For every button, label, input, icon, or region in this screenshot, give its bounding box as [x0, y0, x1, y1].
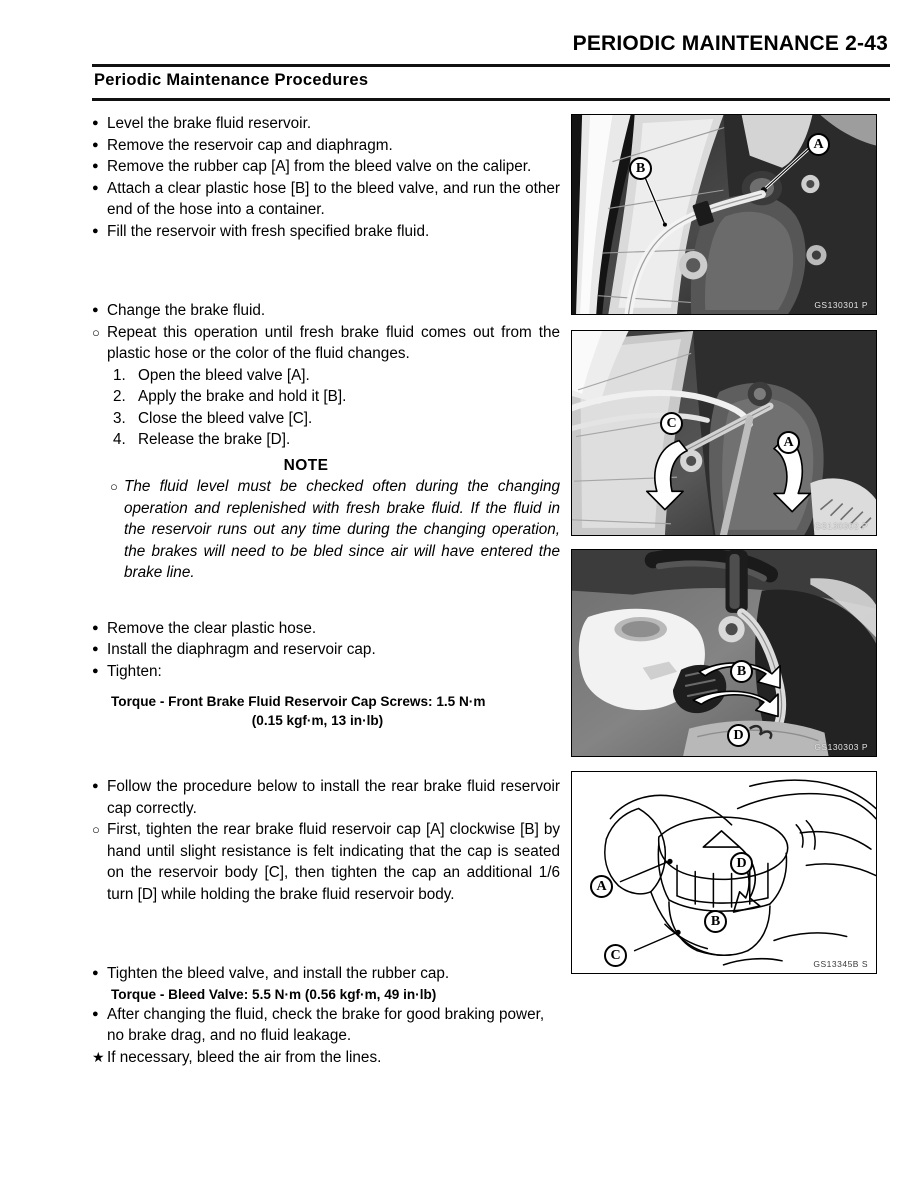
bullet-marker: ○ [110, 479, 118, 494]
section-title: Periodic Maintenance Procedures [94, 71, 369, 89]
list-item-text: Remove the clear plastic hose. [107, 619, 317, 637]
figure-4-code: GS13345B S [813, 959, 868, 969]
bullet-marker: ● [92, 1007, 99, 1020]
figure-2-callout-C: C [660, 412, 683, 435]
numbered-step [92, 429, 560, 451]
procedure-block-1 [92, 113, 560, 242]
block-spacer [92, 730, 560, 776]
note-text: The fluid level must be checked often during the changing operation and replenished with fresh brake fluid. If the fluid in the reservoir runs out any time during the changing operation, the brakes will need to be bled since air will have entered the brake line. [124, 478, 560, 581]
list-item-text: If necessary, bleed the air from the lines. [107, 1048, 382, 1066]
list-item-text: Level the brake fluid reservoir. [107, 115, 312, 132]
list-item-text: Attach a clear plastic hose [B] to the bleed valve, and run the other end of the hose into a container. [107, 179, 560, 218]
list-item [92, 661, 560, 683]
list-item-text: Remove the reservoir cap and diaphragm. [107, 136, 393, 154]
torque-line-1: Torque - Front Brake Fluid Reservoir Cap Screws: 1.5 N·m [111, 694, 486, 709]
numbered-step [92, 408, 560, 430]
list-item-text: Repeat this operation until fresh brake fluid comes out from the plastic hose or the color of the fluid changes. [107, 323, 560, 362]
figure-1-code: GS130301 P [814, 300, 868, 310]
bullet-marker: ● [92, 643, 99, 655]
figure-2 [571, 330, 877, 536]
header-rule-top [92, 64, 890, 67]
list-item-text: Change the brake fluid. [107, 302, 266, 319]
list-item [92, 135, 560, 157]
figure-4-callout-A: A [590, 875, 613, 898]
block-spacer [92, 584, 560, 618]
figure-3-code: GS130303 P [814, 742, 868, 752]
list-item-text: Tighten: [107, 662, 162, 680]
list-item [92, 963, 560, 985]
header-rule-bottom [92, 98, 890, 101]
procedure-block-3 [92, 618, 560, 731]
figure-2-code: GS130302 P [814, 521, 868, 531]
step-number: 1. [113, 366, 126, 384]
step-number: 4. [113, 431, 126, 448]
procedure-block-5 [92, 963, 560, 1068]
figure-3-callout-D: D [727, 724, 750, 747]
star-bullet-marker: ★ [92, 1048, 105, 1065]
figure-4-callout-D: D [730, 852, 753, 875]
figure-4-image [572, 772, 876, 973]
figure-2-image [572, 331, 876, 535]
block-spacer [92, 242, 560, 300]
list-item [92, 1047, 560, 1069]
list-item [92, 639, 560, 661]
figure-1-callout-B: B [629, 157, 652, 180]
figure-3 [571, 549, 877, 757]
list-item [92, 300, 560, 322]
list-item [92, 819, 560, 905]
list-item [92, 156, 560, 178]
step-text: Release the brake [D]. [138, 431, 291, 448]
figure-3-callout-B: B [730, 660, 753, 683]
procedure-block-2 [92, 300, 560, 451]
torque-spec-front-cap [92, 692, 560, 730]
figure-3-image [572, 550, 876, 756]
figure-4-callout-B: B [704, 910, 727, 933]
bullet-marker: ● [92, 181, 99, 194]
torque-spec-bleed-valve: Torque - Bleed Valve: 5.5 N·m (0.56 kgf·m, 49 in·lb) [111, 986, 437, 1002]
list-item [92, 113, 560, 135]
step-number: 3. [113, 409, 126, 427]
running-head: PERIODIC MAINTENANCE 2-43 [572, 32, 888, 55]
bullet-marker: ● [92, 780, 99, 792]
note-block [92, 476, 560, 584]
bullet-marker: ● [92, 621, 99, 634]
figure-1-image [572, 115, 876, 314]
list-item-text: Follow the procedure below to install the rear brake fluid reservoir cap correctly. [107, 778, 560, 817]
bullet-marker: ● [92, 160, 99, 172]
bullet-marker: ● [92, 304, 99, 316]
list-item-text: Install the diaphragm and reservoir cap. [107, 641, 376, 658]
figure-1-callout-A: A [807, 133, 830, 156]
numbered-step [92, 386, 560, 408]
numbered-step [92, 365, 560, 387]
list-item [92, 178, 560, 221]
step-text: Close the bleed valve [C]. [138, 409, 313, 427]
figure-4 [571, 771, 877, 974]
bullet-marker: ● [92, 138, 99, 151]
bullet-marker: ● [92, 117, 99, 129]
block-spacer [92, 905, 560, 963]
procedure-block-4 [92, 776, 560, 905]
step-text: Open the bleed valve [A]. [138, 366, 310, 384]
bullet-marker: ○ [92, 324, 100, 340]
step-text: Apply the brake and hold it [B]. [138, 388, 347, 405]
figure-1 [571, 114, 877, 315]
list-item [92, 221, 560, 243]
text-column [92, 113, 560, 1068]
list-item-text: After changing the fluid, check the brake for good braking power, no brake drag, and no fluid leakage. [107, 1005, 545, 1044]
note-heading: NOTE [283, 456, 329, 474]
spacer [92, 682, 560, 692]
list-item-text: Fill the reservoir with fresh specified brake fluid. [107, 222, 430, 240]
list-item-text: Tighten the bleed valve, and install the rubber cap. [107, 965, 450, 982]
list-item [92, 618, 560, 640]
bullet-marker: ● [92, 967, 99, 979]
bullet-marker: ● [92, 664, 99, 677]
bullet-marker: ● [92, 224, 99, 237]
bullet-marker: ○ [92, 822, 100, 837]
list-item [92, 1004, 560, 1047]
torque-line-2: (0.15 kgf·m, 13 in·lb) [251, 713, 384, 728]
list-item [92, 776, 560, 819]
list-item-text: Remove the rubber cap [A] from the bleed valve on the caliper. [107, 158, 532, 175]
step-number: 2. [113, 388, 126, 405]
figure-4-callout-C: C [604, 944, 627, 967]
list-item-text: First, tighten the rear brake fluid reservoir cap [A] clockwise [B] by hand until slight resistance is felt indicating that the cap is seated on the reservoir body [C], then tighten the cap an additional 1/6 turn [D] while holding the brake fluid reservoir body. [107, 821, 560, 903]
figure-2-callout-A: A [777, 431, 800, 454]
list-item [92, 322, 560, 365]
